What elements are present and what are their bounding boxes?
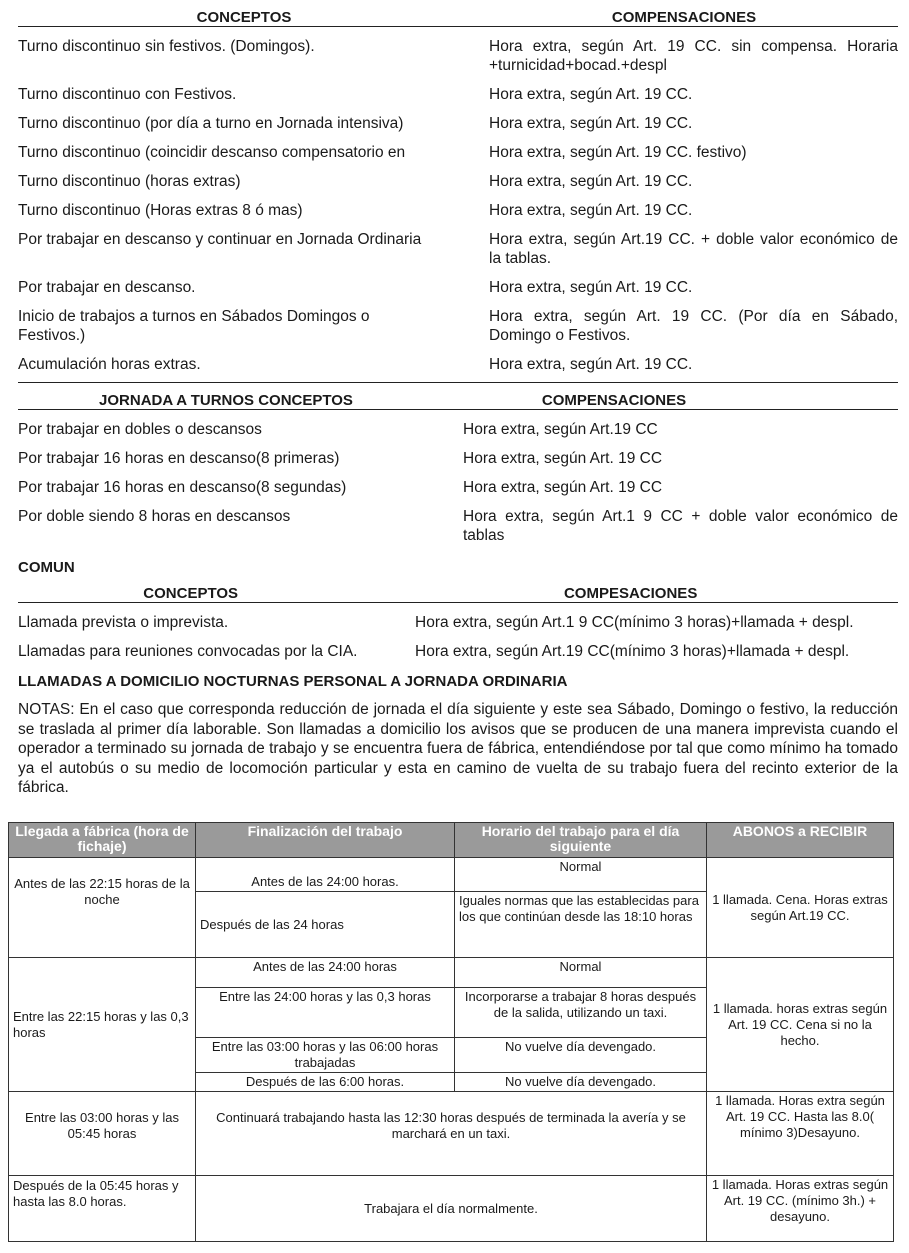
document-page: [18, 0, 898, 798]
comp-cell: Hora extra, según Art.1 9 CC + doble valor económico de tablas: [463, 508, 898, 544]
concept-cell: Acumulación horas extras.: [18, 356, 201, 373]
concept-cell: Turno discontinuo (coincidir descanso compensatorio en: [18, 144, 406, 161]
notas-paragraph: NOTAS: En el caso que corresponda reducción de jornada el día siguiente y este sea Sábado, Domingo o festivo, la reducción se traslada al primer día laborable. Son llamadas a domicilio los avisos que se producen de una manera imprevista cuando el operador a terminado su jornada de trabajo y se encuentra fuera de fábrica, entendiéndose por tal que como mínimo ha tomado ya el autobús o su medio de locomoción particular y esta en camino de vuelta de su trabajo fuera del recinto exterior de la fábrica.: [18, 701, 898, 796]
table-row: [18, 355, 898, 374]
table-row: [18, 507, 898, 545]
horario-header: Horario del trabajo para el día siguiente: [455, 823, 707, 858]
concept-cell: Llamada prevista o imprevista.: [18, 614, 229, 631]
comp-cell: Hora extra, según Art. 19 CC. (Por día en Sábado, Domingo o Festivos.: [489, 308, 898, 344]
comun-title: COMUN: [18, 559, 75, 576]
concept-cell: Turno discontinuo (Horas extras 8 ó mas): [18, 202, 303, 219]
section-turno-discontinuo: [18, 0, 898, 374]
concept-cell: Turno discontinuo (horas extras): [18, 173, 241, 190]
finalizacion-cell: Entre las 03:00 horas y las 06:00 horas trabajadas: [196, 1038, 455, 1073]
table-row: [18, 307, 898, 345]
section-jornada-turnos: [18, 382, 898, 545]
section3-header: [18, 576, 898, 603]
concept-cell: Turno discontinuo con Festivos.: [18, 86, 237, 103]
concept-cell: Llamadas para reuniones convocadas por la CIA.: [18, 643, 358, 660]
concept-cell: Inicio de trabajos a turnos en Sábados Domingos o Festivos.): [18, 308, 370, 344]
llegada-cell: Antes de las 22:15 horas de la noche: [9, 858, 196, 958]
llegada-cell: Entre las 22:15 horas y las 0,3 horas: [9, 958, 196, 1092]
llegada-cell: Entre las 03:00 horas y las 05:45 horas: [9, 1092, 196, 1176]
table-row: [18, 230, 898, 268]
compensaciones-heading: COMPENSACIONES: [541, 392, 687, 409]
table-row: [18, 85, 898, 104]
llamadas-title: LLAMADAS A DOMICILIO NOCTURNAS PERSONAL A JORNADA ORDINARIA: [18, 673, 568, 690]
table-row: [18, 37, 898, 75]
comp-cell: Hora extra, según Art. 19 CC. sin compensa. Horaria +turnicidad+bocad.+despl: [489, 38, 898, 74]
concept-cell: Por trabajar 16 horas en descanso(8 primeras): [18, 450, 340, 467]
table-row: [18, 478, 898, 497]
horario-cell: Normal: [455, 858, 707, 892]
table-row: [9, 1092, 894, 1176]
finalizacion-cell: Antes de las 24:00 horas: [196, 958, 455, 988]
horario-cell: Normal: [455, 958, 707, 988]
table-row: [18, 613, 898, 632]
concept-cell: Por trabajar en descanso.: [18, 279, 196, 296]
concept-cell: Por trabajar 16 horas en descanso(8 segundas): [18, 479, 347, 496]
comp-cell: Hora extra, según Art. 19 CC: [463, 450, 663, 467]
compesaciones-heading: COMPESACIONES: [563, 585, 698, 602]
finalizacion-cell: Después de las 6:00 horas.: [196, 1073, 455, 1092]
section1-header: [18, 0, 898, 27]
conceptos-heading: CONCEPTOS: [143, 585, 239, 602]
horario-cell: Incorporarse a trabajar 8 horas después de la salida, utilizando un taxi.: [455, 988, 707, 1038]
abonos-cell: 1 llamada. Cena. Horas extras según Art.19 CC.: [707, 858, 894, 958]
horario-cell: No vuelve día devengado.: [455, 1038, 707, 1073]
concept-cell: Por trabajar en descanso y continuar en Jornada Ordinaria: [18, 231, 422, 248]
table-row: [18, 420, 898, 439]
table-row: [18, 449, 898, 468]
comp-cell: Hora extra, según Art. 19 CC.: [489, 115, 693, 132]
horario-cell: Iguales normas que las establecidas para los que continúan desde las 18:10 horas: [455, 892, 707, 958]
table-row: [18, 642, 898, 661]
table-header-row: [9, 823, 894, 858]
section-comun: [18, 576, 898, 661]
abonos-header: ABONOS a RECIBIR: [707, 823, 894, 858]
abonos-cell: 1 llamada. horas extras según Art. 19 CC. Cena si no la hecho.: [707, 958, 894, 1092]
comp-cell: Hora extra, según Art.19 CC. + doble valor económico de la tablas.: [489, 231, 898, 267]
finalizacion-cell: Antes de las 24:00 horas.: [196, 858, 455, 892]
comp-cell: Hora extra, según Art. 19 CC: [463, 479, 663, 496]
table-row: [18, 143, 898, 162]
table-row: [9, 1176, 894, 1242]
llamadas-schedule-table: [8, 822, 894, 1242]
finalizacion-cell: Después de las 24 horas: [196, 892, 455, 958]
concept-cell: Turno discontinuo (por día a turno en Jornada intensiva): [18, 115, 404, 132]
llegada-header: Llegada a fábrica (hora de fichaje): [9, 823, 196, 858]
comp-cell: Hora extra, según Art.19 CC: [463, 421, 658, 438]
comp-cell: Hora extra, según Art. 19 CC.: [489, 279, 693, 296]
finalizacion-cell: Continuará trabajando hasta las 12:30 horas después de terminada la avería y se marchará en un taxi.: [196, 1092, 707, 1176]
compensaciones-heading: COMPENSACIONES: [611, 9, 757, 26]
concept-cell: Por doble siendo 8 horas en descansos: [18, 508, 291, 525]
table-row: [18, 172, 898, 191]
finalizacion-cell: Trabajara el día normalmente.: [196, 1176, 707, 1242]
concept-cell: Por trabajar en dobles o descansos: [18, 421, 262, 438]
table-row: [9, 858, 894, 892]
comp-cell: Hora extra, según Art.1 9 CC(mínimo 3 horas)+llamada + despl.: [415, 614, 854, 631]
comp-cell: Hora extra, según Art. 19 CC.: [489, 173, 693, 190]
comp-cell: Hora extra, según Art. 19 CC.: [489, 86, 693, 103]
section2-header: [18, 382, 898, 410]
abonos-cell: 1 llamada. Horas extra según Art. 19 CC. Hasta las 8.0( mínimo 3)Desayuno.: [707, 1092, 894, 1176]
comp-cell: Hora extra, según Art.19 CC(mínimo 3 horas)+llamada + despl.: [415, 643, 850, 660]
horario-cell: No vuelve día devengado.: [455, 1073, 707, 1092]
table-row: [9, 958, 894, 988]
jornada-conceptos-heading: JORNADA A TURNOS CONCEPTOS: [99, 392, 353, 409]
comp-cell: Hora extra, según Art. 19 CC. festivo): [489, 144, 747, 161]
table-row: [18, 278, 898, 297]
finalizacion-header: Finalización del trabajo: [196, 823, 455, 858]
concept-cell: Turno discontinuo sin festivos. (Domingos).: [18, 38, 315, 55]
abonos-cell: 1 llamada. Horas extras según Art. 19 CC. (mínimo 3h.) + desayuno.: [707, 1176, 894, 1242]
table-row: [18, 201, 898, 220]
table-row: [18, 114, 898, 133]
conceptos-heading: CONCEPTOS: [196, 9, 292, 26]
llegada-cell: Después de la 05:45 horas y hasta las 8.0 horas.: [9, 1176, 196, 1242]
finalizacion-cell: Entre las 24:00 horas y las 0,3 horas: [196, 988, 455, 1038]
comp-cell: Hora extra, según Art. 19 CC.: [489, 356, 693, 373]
comp-cell: Hora extra, según Art. 19 CC.: [489, 202, 693, 219]
